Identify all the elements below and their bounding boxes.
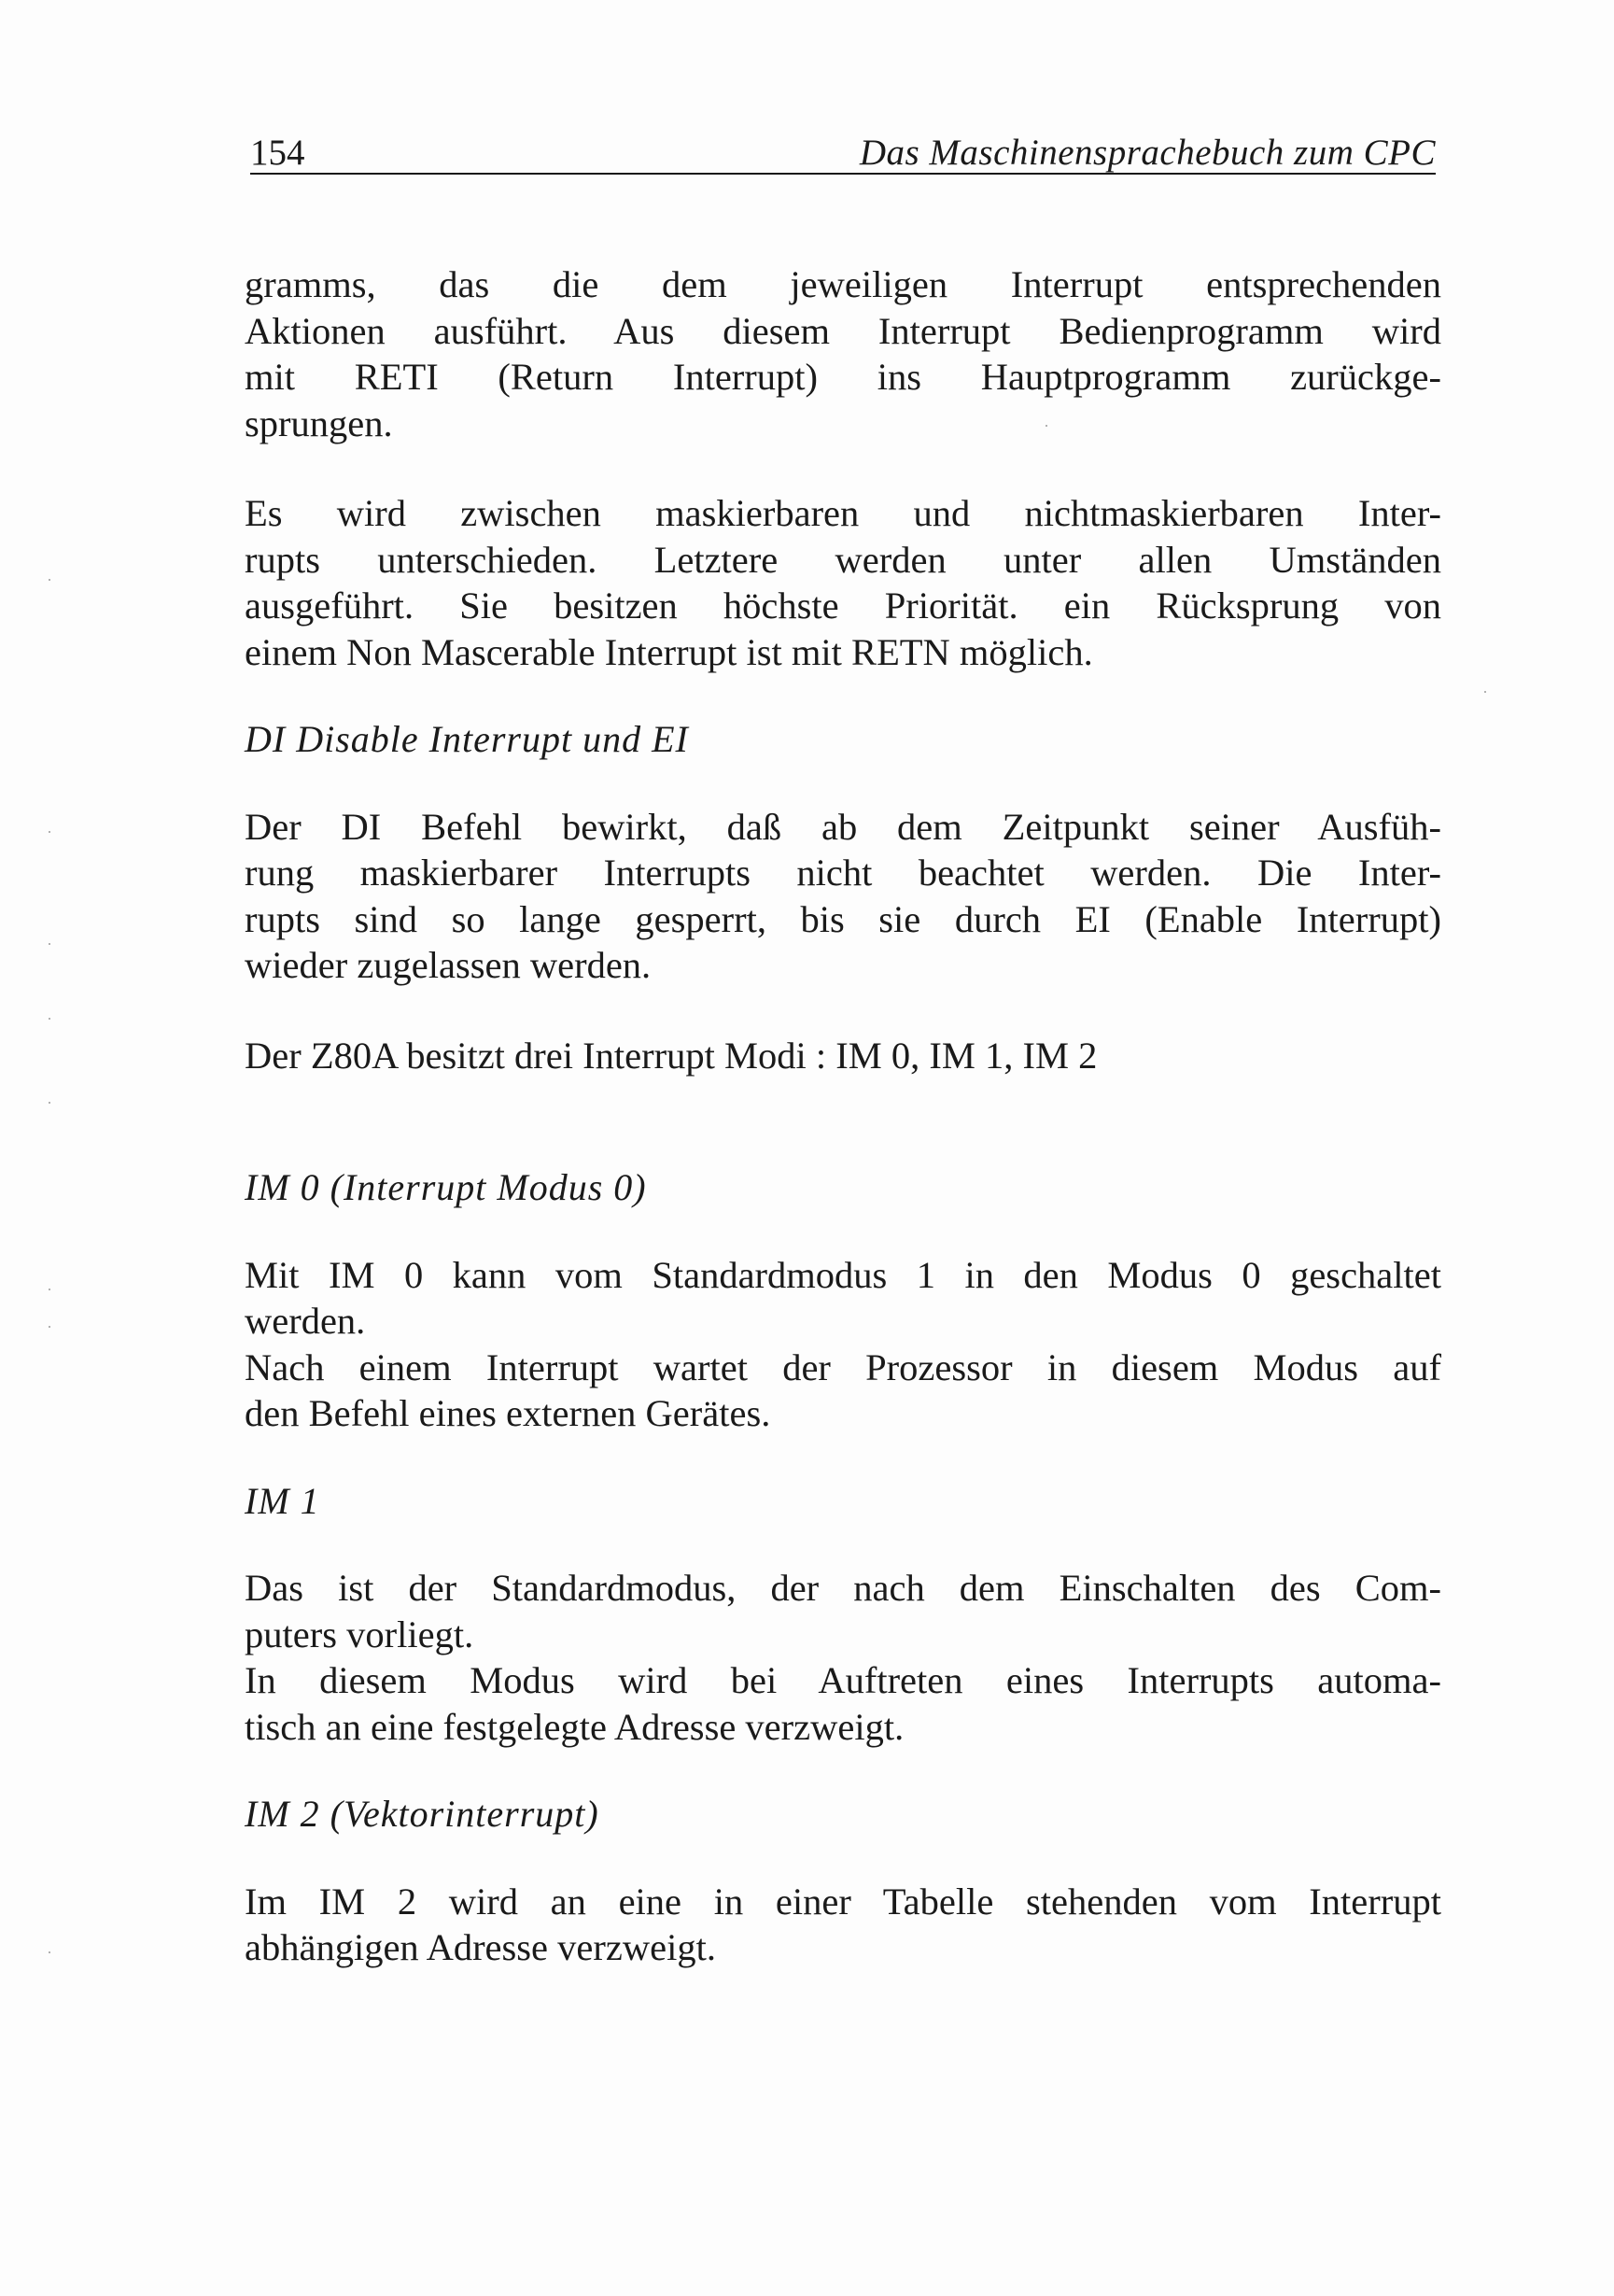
section-heading-im1: IM 1 — [245, 1479, 320, 1522]
page-number: 154 — [250, 133, 305, 173]
text-line: Im IM 2 wird an eine in einer Tabelle stehenden vom Interrupt — [245, 1880, 1441, 1923]
text-line: Der DI Befehl bewirkt, daß ab dem Zeitpunkt seiner Ausfüh- — [245, 805, 1441, 848]
paragraph-im1-standard — [245, 1565, 1441, 1657]
text-line: einem Non Mascerable Interrupt ist mit RETN möglich. — [245, 630, 1093, 673]
scan-speck — [49, 831, 50, 833]
scan-speck — [49, 579, 50, 581]
scan-speck — [49, 1102, 50, 1104]
text-line: Es wird zwischen maskierbaren und nichtmaskierbaren Inter- — [245, 492, 1441, 534]
paragraph-im1-fixed-address — [245, 1657, 1441, 1750]
scan-speck — [49, 1951, 50, 1953]
paragraph-im2-table — [245, 1879, 1441, 1971]
paragraph-interrupt-routine — [245, 261, 1441, 446]
section-heading-im0: IM 0 (Interrupt Modus 0) — [245, 1166, 647, 1208]
scan-speck — [1046, 425, 1047, 427]
text-line: gramms, das die dem jeweiligen Interrupt entsprechenden — [245, 263, 1441, 305]
paragraph-im0-switch — [245, 1252, 1441, 1345]
text-line: Das ist der Standardmodus, der nach dem Einschalten des Com- — [245, 1567, 1441, 1609]
section-heading-di-ei: DI Disable Interrupt und EI — [245, 718, 689, 760]
page-body — [245, 261, 1441, 1971]
paragraph-im0-external — [245, 1345, 1441, 1437]
scan-speck — [1484, 691, 1486, 693]
section-heading-im2: IM 2 (Vektorinterrupt) — [245, 1793, 599, 1835]
text-line: Mit IM 0 kann vom Standardmodus 1 in den Modus 0 geschaltet — [245, 1253, 1441, 1296]
text-line: In diesem Modus wird bei Auftreten eines Interrupts automa- — [245, 1659, 1441, 1701]
text-line: Nach einem Interrupt wartet der Prozessor in diesem Modus auf — [245, 1345, 1441, 1388]
scan-speck — [49, 1326, 50, 1328]
running-header — [250, 126, 1436, 175]
text-line: werden. — [245, 1300, 366, 1342]
text-line: rupts unterschieden. Letztere werden unter allen Umständen — [245, 538, 1441, 581]
scan-speck — [49, 1289, 50, 1290]
paragraph-maskable-interrupts — [245, 490, 1441, 675]
text-line: ausgeführt. Sie besitzen höchste Priorität. ein Rücksprung von — [245, 585, 1441, 627]
running-title: Das Maschinensprachebuch zum CPC — [859, 133, 1436, 173]
text-line: wieder zugelassen werden. — [245, 944, 652, 986]
scan-speck — [49, 943, 50, 945]
text-line: mit RETI (Return Interrupt) ins Hauptprogramm zurückge- — [245, 356, 1441, 398]
text-line: tisch an eine festgelegte Adresse verzweigt. — [245, 1705, 905, 1748]
paragraph-interrupt-modes — [245, 1033, 1441, 1079]
text-line: Aktionen ausführt. Aus diesem Interrupt Bedienprogramm wird — [245, 309, 1441, 352]
paragraph-di-command — [245, 804, 1441, 989]
text-line: abhängigen Adresse verzweigt. — [245, 1926, 716, 1968]
text-line: sprungen. — [245, 401, 393, 444]
scan-speck — [49, 1018, 50, 1020]
text-line: rung maskierbarer Interrupts nicht beachtet werden. Die Inter- — [245, 852, 1441, 894]
text-line: den Befehl eines externen Gerätes. — [245, 1392, 771, 1434]
text-line: Der Z80A besitzt drei Interrupt Modi : IM 0, IM 1, IM 2 — [245, 1034, 1098, 1077]
text-line: puters vorliegt. — [245, 1613, 474, 1655]
text-line: rupts sind so lange gesperrt, bis sie durch EI (Enable Interrupt) — [245, 897, 1441, 940]
